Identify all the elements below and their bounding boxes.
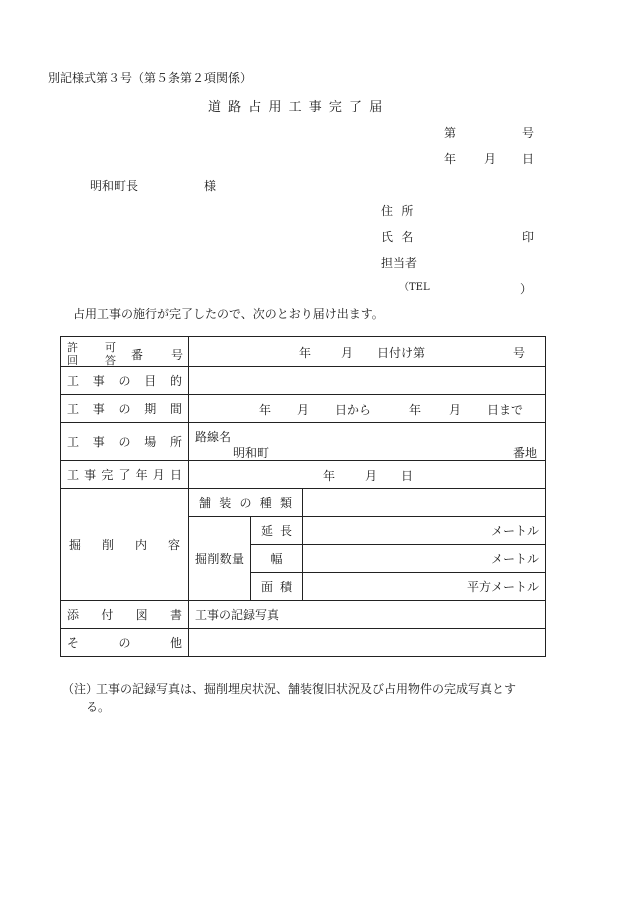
permit-char: 回 xyxy=(67,353,78,367)
completion-date-label xyxy=(61,461,189,489)
purpose-label-text: 工 事 の 目 的 xyxy=(67,374,182,388)
purpose-value[interactable] xyxy=(189,367,546,395)
pavement-type-label-text: 舗 装 の 種 類 xyxy=(199,496,292,510)
permit-number-suffix: 号 xyxy=(513,345,526,360)
period-row xyxy=(61,395,546,423)
permit-year: 年 xyxy=(299,345,312,360)
place-label xyxy=(61,423,189,461)
permit-number-label xyxy=(61,337,189,367)
quantity-label xyxy=(189,517,251,601)
completion-date-label-text: 工 事 完 了 年 月 日 xyxy=(67,468,182,482)
permit-number-value[interactable] xyxy=(189,337,546,367)
note-line-1: 工事の記録写真は、掘削埋戻状況、舗装復旧状況及び占用物件の完成写真とす xyxy=(96,682,517,696)
permit-char: 号 xyxy=(171,347,184,362)
attachment-label xyxy=(61,601,189,629)
quantity-label-text: 掘 削 数 量 xyxy=(195,552,244,566)
length-label-text: 延 長 xyxy=(261,524,292,538)
permit-char: 答 xyxy=(105,353,116,367)
tel-label: （TEL xyxy=(399,282,430,293)
permit-char: 番 xyxy=(131,347,144,362)
period-from: 日から xyxy=(335,402,372,417)
width-value[interactable]: メートル xyxy=(303,545,546,573)
address-label: 住所 xyxy=(381,204,422,218)
date-day: 日 xyxy=(522,152,535,166)
permit-char: 許 xyxy=(67,340,78,354)
completion-row xyxy=(61,461,546,489)
person-in-charge-label: 担当者 xyxy=(381,256,418,270)
period-until: 日まで xyxy=(487,402,524,417)
form-number: 別記様式第３号（第５条第２項関係） xyxy=(48,71,253,85)
period-end-month: 月 xyxy=(449,402,462,417)
period-start-month: 月 xyxy=(297,402,310,417)
permit-month: 月 xyxy=(341,345,354,360)
width-label: 幅 xyxy=(251,545,303,573)
place-label-text: 工 事 の 場 所 xyxy=(67,435,182,449)
doc-number-label: 第 xyxy=(444,126,457,140)
attachment-label-text: 添 付 図 書 xyxy=(67,608,182,622)
place-row xyxy=(61,423,546,461)
tel-close-paren: ） xyxy=(520,282,533,296)
other-value[interactable] xyxy=(189,629,546,657)
document-title: 道路占用工事完了届 xyxy=(208,100,390,115)
attachment-row xyxy=(61,601,546,629)
completion-month: 月 xyxy=(365,468,378,483)
length-label xyxy=(251,517,303,545)
purpose-row xyxy=(61,367,546,395)
place-value[interactable] xyxy=(189,423,546,461)
excavation-label-text: 掘 削 内 容 xyxy=(69,538,180,552)
permit-char: 可 xyxy=(105,340,116,354)
name-label: 氏名 xyxy=(381,230,422,244)
period-label xyxy=(61,395,189,423)
purpose-label xyxy=(61,367,189,395)
attachment-value[interactable]: 工事の記録写真 xyxy=(189,601,546,629)
period-start-year: 年 xyxy=(259,402,272,417)
period-value[interactable] xyxy=(189,395,546,423)
honorific: 様 xyxy=(204,179,217,193)
permit-row xyxy=(61,337,546,367)
date-month: 月 xyxy=(484,152,497,166)
completion-form-table xyxy=(60,336,546,657)
area-label xyxy=(251,573,303,601)
route-name-label: 路線名 xyxy=(195,429,232,444)
note-line-2: る。 xyxy=(86,700,111,714)
other-row xyxy=(61,629,546,657)
permit-date-label: 日付け第 xyxy=(377,345,426,360)
area-label-text: 面 積 xyxy=(261,580,292,594)
doc-number-suffix: 号 xyxy=(522,126,535,140)
intro-text: 占用工事の施行が完了したので、次のとおり届け出ます。 xyxy=(73,307,384,321)
excavation-label xyxy=(61,489,189,601)
other-label xyxy=(61,629,189,657)
town-name: 明和町 xyxy=(233,445,270,460)
length-value[interactable]: メートル xyxy=(303,517,546,545)
period-end-year: 年 xyxy=(409,402,422,417)
note-prefix: （注） xyxy=(62,682,99,696)
lot-number-label: 番地 xyxy=(512,445,537,460)
other-label-text: そ の 他 xyxy=(67,636,182,650)
period-label-text: 工 事 の 期 間 xyxy=(67,402,182,416)
seal-mark: 印 xyxy=(522,230,535,244)
completion-year: 年 xyxy=(323,468,336,483)
area-value[interactable]: 平方メートル xyxy=(303,573,546,601)
pavement-type-label xyxy=(189,489,303,517)
completion-day: 日 xyxy=(401,468,414,483)
pavement-row xyxy=(61,489,546,517)
pavement-type-value[interactable] xyxy=(303,489,546,517)
completion-date-value[interactable] xyxy=(189,461,546,489)
date-year: 年 xyxy=(444,152,457,166)
addressee: 明和町長 xyxy=(90,179,139,193)
